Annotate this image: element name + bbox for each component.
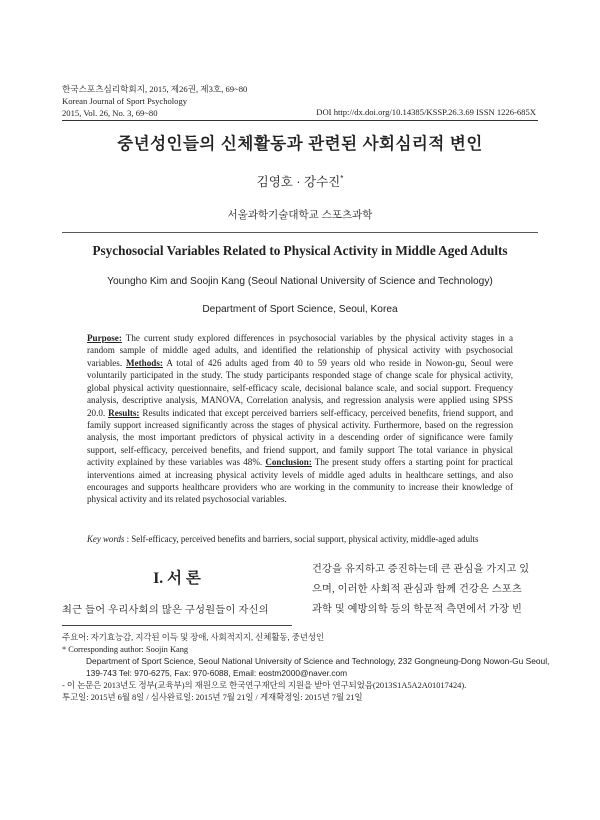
body-line: 으며, 이러한 사회적 관심과 함께 건강은 스포츠 — [312, 584, 523, 595]
english-title: Psychosocial Variables Related to Physical Activity in Middle Aged Adults — [92, 243, 508, 258]
keywords — [87, 534, 513, 544]
korean-affiliation: 서울과학기술대학교 스포츠과학 — [227, 209, 373, 221]
keywords-text: : Self-efficacy, perceived benefits and barriers, social support, physical activity, middle-aged adults — [124, 534, 479, 544]
english-authors: Youngho Kim and Soojin Kang (Seoul National University of Science and Technology) — [107, 276, 493, 287]
conclusion-label: Conclusion: — [265, 457, 312, 468]
conclusion-text: The present study offers a starting point for practical interventions aimed at increasing physical activity levels of middle aged adults in healthcare settings, and also encourages and supports healthcare providers who are working in the community to increase their knowledge of physical activity and its related psychosocial variables. — [87, 457, 513, 505]
corresponding-mark: * — [340, 173, 344, 183]
body-column-left: 최근 들어 우리사회의 많은 구성원들이 자신의 — [62, 605, 269, 616]
footnotes — [62, 632, 549, 703]
korean-authors — [0, 172, 600, 190]
body-column-right — [312, 560, 538, 620]
results-label: Results: — [108, 407, 140, 418]
footnote-contact: 139-743 Tel: 970-6275, Fax: 970-6088, Email: eostm2000@naver.com — [86, 667, 348, 678]
journal-name-korean: 한국스포츠심리학회지, 2015, 제26권, 제3호, 69~80 — [62, 84, 248, 94]
footnote-dates: 투고일: 2015년 6월 8일 / 심사완료일: 2015년 7월 21일 / 게재확정일: 2015년 7월 21일 — [62, 692, 363, 702]
body-line: 과학 및 예방의학 등의 학문적 측면에서 가장 빈 — [312, 604, 523, 615]
footnote-corresponding: * Corresponding author: Soojin Kang — [62, 644, 189, 654]
purpose-text: The current study explored differences in psychosocial variables by the physical activity stages in a random sample of middle aged adults, and identified the relationship of physical activity with psychosocial variables. — [87, 333, 513, 368]
journal-name-english: Korean Journal of Sport Psychology — [62, 96, 188, 106]
results-text: Results indicated that except perceived barriers self-efficacy, perceived benefits, friend support, and family support increased significantly across the stages of physical activity. Furthermore, based on the regression analysis, the most important predictors of physical activity in a descending order of significance were family support, self-efficacy, perceived benefits, and friend support, and family support The total variance in physical activity explained by these variables was 48%. — [87, 407, 513, 468]
title-rule — [62, 232, 538, 233]
section-heading: I. 서 론 — [153, 570, 201, 587]
keywords-label: Key words — [87, 534, 125, 544]
footnote-rule — [62, 625, 292, 626]
abstract — [87, 332, 513, 506]
purpose-label: Purpose: — [87, 333, 122, 343]
volume-info: 2015, Vol. 26, No. 3, 69~80 — [62, 108, 158, 118]
english-department: Department of Sport Science, Seoul, Korea — [202, 304, 398, 315]
korean-authors-names: 김영호 · 강수진 — [256, 175, 341, 189]
journal-header — [62, 83, 247, 119]
doi-issn: DOI http://dx.doi.org/10.14385/KSSP.26.3.69 ISSN 1226-685X — [316, 107, 536, 117]
footnote-address: Department of Sport Science, Seoul National University of Science and Technology, 232 Gongneung-Dong Nowon-Gu Seoul, — [86, 655, 550, 666]
header-rule — [62, 120, 538, 121]
footnote-funding: - 이 논문은 2013년도 정부(교육부)의 재원으로 한국연구재단의 지원을 받아 연구되었음(2013S1A5A2A01017424). — [62, 680, 467, 690]
footnote-keywords: 주요어: 자기효능감, 지각된 이득 및 장애, 사회적지지, 신체활동, 중년성인 — [62, 633, 325, 642]
body-line: 건강을 유지하고 증진하는데 큰 관심을 가지고 있 — [312, 564, 530, 575]
methods-label: Methods: — [126, 357, 163, 368]
korean-title: 중년성인들의 신체활동과 관련된 사회심리적 변인 — [117, 135, 483, 153]
methods-text: A total of 426 adults aged from 40 to 59 years old who reside in Nowon-gu, Seoul were voluntarily participated in the study. The study participants responded stage of change scale for physical activity, global physical activity questionnaire, self-efficacy scale, decisional balance scale, and social support. Frequency analysis, descriptive analysis, MANOVA, Correlation analysis, and regression analysis were applied using SPSS 20.0. — [87, 357, 513, 418]
